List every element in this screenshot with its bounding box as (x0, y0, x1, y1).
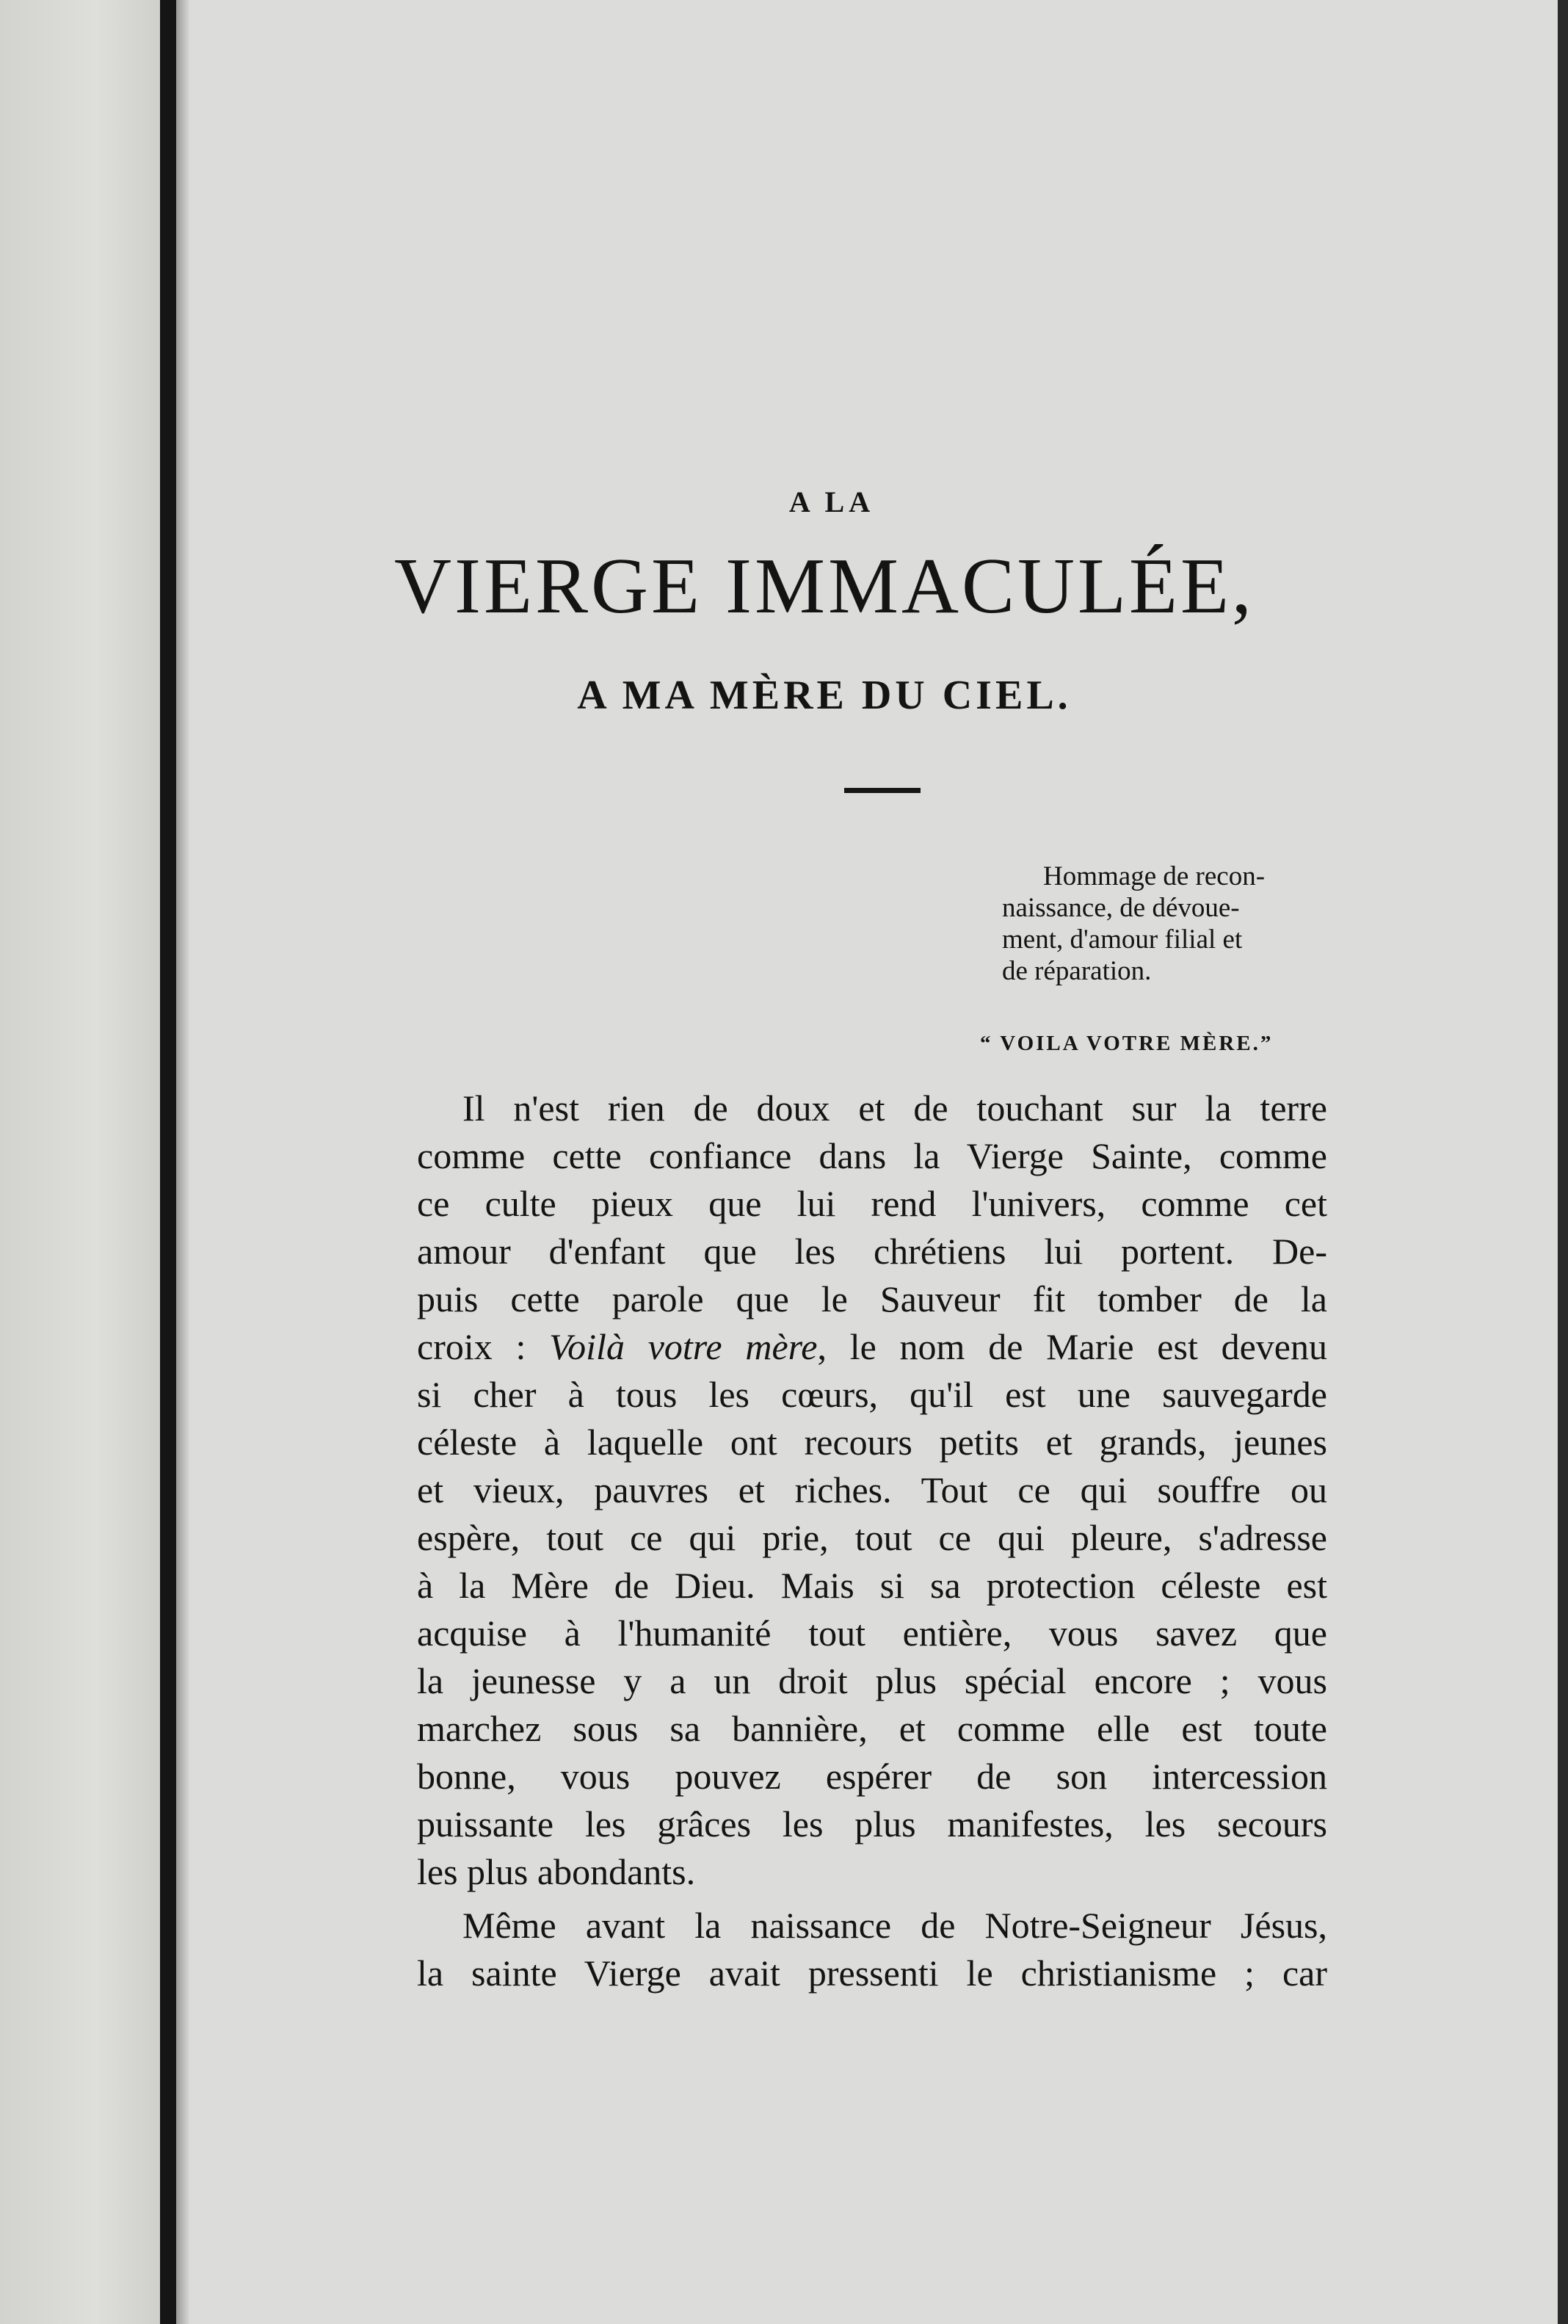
epigraph-line: ment, d'amour filial et (1002, 924, 1243, 955)
heading-preposition: A LA (788, 485, 875, 518)
title-divider-rule (844, 788, 921, 793)
text-line: espère, tout ce qui prie, tout ce qui pleure, s'adresse (417, 1517, 1327, 1558)
text-line: la sainte Vierge avait pressenti le christianisme ; car (417, 1952, 1327, 1994)
text-line: la jeunesse y a un droit plus spécial encore ; vous (417, 1660, 1327, 1701)
text-line: puis cette parole que le Sauveur fit tomber de la (417, 1278, 1327, 1320)
text-line: comme cette confiance dans la Vierge Sainte, comme (417, 1135, 1327, 1176)
text-segment: croix : (417, 1326, 550, 1367)
text-line: si cher à tous les cœurs, qu'il est une sauvegarde (417, 1374, 1327, 1415)
text-line: bonne, vous pouvez espérer de son intercession (417, 1756, 1327, 1797)
text-line: puissante les grâces les plus manifestes, les secours (417, 1803, 1327, 1845)
text-segment: , le nom de Marie est devenu (817, 1326, 1327, 1367)
text-line: acquise à l'humanité tout entière, vous savez que (417, 1612, 1327, 1654)
epigraph-line: Hommage de recon- (1043, 861, 1266, 891)
text-line: marchez sous sa bannière, et comme elle est toute (417, 1708, 1327, 1749)
text-line: céleste à laquelle ont recours petits et grands, jeunes (417, 1422, 1327, 1463)
text-line-mixed (417, 1323, 1327, 1371)
text-line: à la Mère de Dieu. Mais si sa protection céleste est (417, 1565, 1327, 1606)
page-right-edge (1558, 0, 1568, 2324)
epigraph-quote: “ VOILA VOTRE MÈRE.” (980, 1032, 1274, 1055)
facing-page-edge (0, 0, 160, 2324)
text-line: Il n'est rien de doux et de touchant sur la terre (462, 1087, 1327, 1129)
page-title: VIERGE IMMACULÉE, (394, 543, 1255, 630)
text-line: et vieux, pauvres et riches. Tout ce qui souffre ou (417, 1469, 1327, 1510)
epigraph-line: naissance, de dévoue- (1002, 893, 1240, 923)
text-line: ce culte pieux que lui rend l'univers, comme cet (417, 1183, 1327, 1224)
book-gutter (160, 0, 176, 2324)
italic-quote: Voilà votre mère (549, 1326, 818, 1367)
gutter-shadow (176, 0, 189, 2324)
page-subtitle: A MA MÈRE DU CIEL. (577, 673, 1072, 718)
text-line: Même avant la naissance de Notre-Seigneur Jésus, (462, 1905, 1327, 1946)
text-line: les plus abondants. (417, 1851, 696, 1892)
body-text (417, 1085, 1327, 1997)
epigraph (1002, 861, 1354, 987)
epigraph-line: de réparation. (1002, 956, 1152, 986)
text-line: amour d'enfant que les chrétiens lui portent. De- (417, 1231, 1327, 1272)
